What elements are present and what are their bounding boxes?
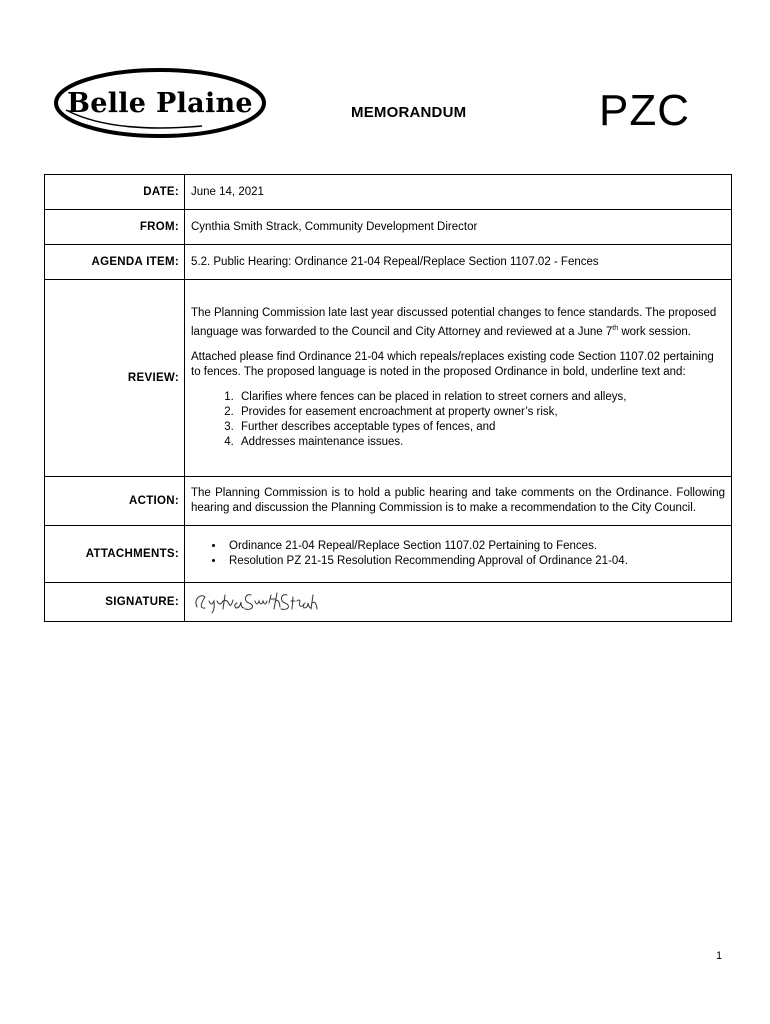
list-item: 1. Clarifies where fences can be placed in relation to street corners and alleys,	[237, 390, 725, 405]
date-row	[45, 175, 732, 210]
action-row	[45, 477, 732, 526]
review-list	[191, 390, 725, 450]
memo-table	[44, 174, 732, 622]
attachment-item: • Ordinance 21-04 Repeal/Replace Section 1107.02 Pertaining to Fences.	[225, 539, 725, 554]
attachments-list	[191, 539, 725, 569]
review-paragraph-1	[191, 306, 725, 340]
agenda-row	[45, 245, 732, 280]
belle-plaine-logo	[52, 66, 268, 140]
signature-value	[185, 583, 732, 622]
handwritten-signature-icon	[191, 589, 321, 615]
list-item: 2. Provides for easement encroachment at property owner’s risk,	[237, 405, 725, 420]
list-item: 3. Further describes acceptable types of fences, and	[237, 420, 725, 435]
review-superscript: th	[612, 325, 619, 333]
department-code: PZC	[599, 86, 690, 135]
from-row	[45, 210, 732, 245]
signature-label: SIGNATURE:	[45, 583, 185, 622]
action-text: The Planning Commission is to hold a public hearing and take comments on the Ordinance. Following hearing and discussion the Planning Commission is to make a recommendation to the City Council.	[191, 487, 725, 514]
attachments-value	[185, 526, 732, 583]
page-number: 1	[716, 950, 723, 962]
signature-row	[45, 583, 732, 622]
review-text-1b: work session.	[618, 325, 691, 338]
action-label: ACTION:	[45, 477, 185, 526]
review-label: REVIEW:	[45, 280, 185, 477]
attachments-label: ATTACHMENTS:	[45, 526, 185, 583]
list-item: 4. Addresses maintenance issues.	[237, 435, 725, 450]
review-row	[45, 280, 732, 477]
from-value: Cynthia Smith Strack, Community Development Director	[185, 210, 732, 245]
review-value	[185, 280, 732, 477]
review-text-1a: The Planning Commission late last year discussed potential changes to fence standards. The proposed language was forwarded to the Council and City Attorney and reviewed at a June 7	[191, 307, 717, 338]
logo-text: Belle Plaine	[67, 87, 253, 119]
attachments-row	[45, 526, 732, 583]
agenda-value: 5.2. Public Hearing: Ordinance 21-04 Repeal/Replace Section 1107.02 - Fences	[185, 245, 732, 280]
agenda-label: AGENDA ITEM:	[45, 245, 185, 280]
date-label: DATE:	[45, 175, 185, 210]
attachment-item: • Resolution PZ 21-15 Resolution Recommending Approval of Ordinance 21-04.	[225, 554, 725, 569]
date-value: June 14, 2021	[185, 175, 732, 210]
review-paragraph-2: Attached please find Ordinance 21-04 which repeals/replaces existing code Section 1107.02 pertaining to fences. The proposed language is noted in the proposed Ordinance in bold, underline text and:	[191, 350, 714, 378]
memo-title: MEMORANDUM	[351, 104, 467, 121]
from-label: FROM:	[45, 210, 185, 245]
action-value	[185, 477, 732, 526]
